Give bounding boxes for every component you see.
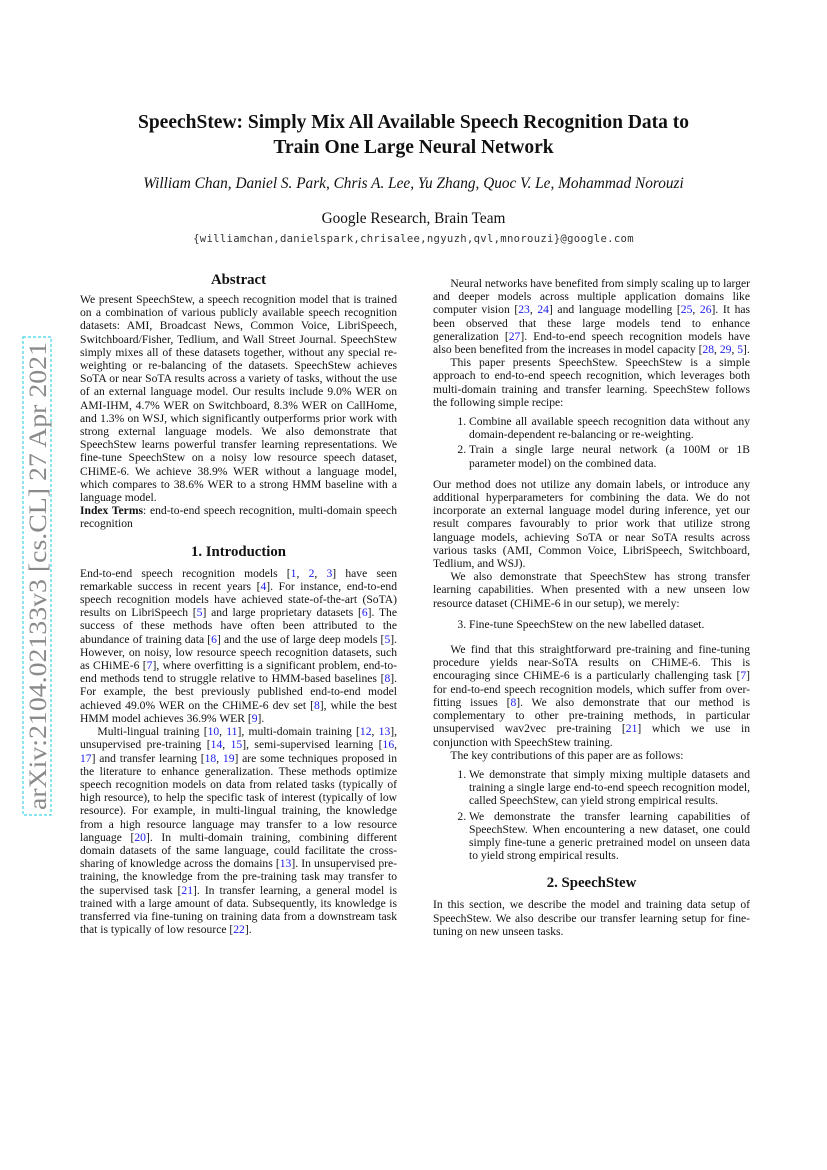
recipe-item-2: 2. Train a single large neural network (a 100M or 1B parameter model) on the combined data.	[469, 443, 750, 469]
text-run: ]. In transfer learning, a general model is trained with a large amount of data. Subsequently, its knowledge is transferred via fine-tuning on training data from a downstream task that is typically of low resource [	[80, 883, 397, 937]
text-run: ].	[244, 923, 252, 937]
text-run: ,	[216, 751, 223, 765]
citation-link[interactable]: 6	[211, 632, 217, 646]
citation-link[interactable]: 6	[361, 606, 368, 620]
text-run: ], semi-supervised learning [	[242, 738, 383, 752]
citation-link[interactable]: 12	[359, 725, 372, 739]
text-run: ] have seen remarkable success in recent years [	[80, 566, 398, 593]
citation-link[interactable]: 4	[260, 579, 267, 593]
text-run: Neural networks have benefited from simply scaling up to larger and deeper models across multiple application domains like computer vision [	[433, 277, 750, 317]
citation-link[interactable]: 21	[181, 883, 194, 897]
arxiv-sidebar-graphic	[22, 336, 52, 816]
right-paragraph-6: The key contributions of this paper are as follows:	[450, 748, 684, 762]
text-run: ], while the best HMM model achieves 36.9% WER [	[80, 698, 397, 725]
citation-link[interactable]: 26	[699, 303, 712, 317]
text-run: ,	[371, 725, 379, 739]
citation-link[interactable]: 13	[378, 725, 391, 739]
right-paragraph-1	[433, 277, 750, 356]
citation-link[interactable]: 28	[702, 343, 715, 357]
recipe-list	[433, 415, 750, 470]
text-run: ]. In unsupervised pre-training, the knowledge from the pre-training task may transfer to the supervised task [	[80, 857, 397, 897]
text-run: ] and the use of large deep models [	[216, 632, 385, 646]
citation-link[interactable]: 13	[279, 857, 292, 871]
text-run: ,	[529, 303, 538, 317]
text-run: ,	[296, 566, 309, 580]
text-run: Multi-lingual training [	[97, 725, 208, 739]
intro-paragraph-2	[80, 725, 397, 936]
text-run: ]. End-to-end speech recognition models have also been benefited from the increases in model capacity [	[433, 329, 750, 357]
text-run: ]. It has been observed that these large models tend to enhance generalization [	[433, 303, 751, 343]
citation-link[interactable]: 21	[625, 722, 638, 736]
citation-link[interactable]: 16	[382, 738, 395, 752]
citation-link[interactable]: 2	[308, 566, 315, 580]
citation-link[interactable]: 25	[680, 303, 693, 317]
citation-link[interactable]: 15	[230, 738, 243, 752]
paper-title	[80, 110, 747, 160]
abstract-heading: Abstract	[210, 272, 267, 288]
author-emails: {williamchan,danielspark,chrisalee,ngyuzh,qvl,mnorouzi}@google.com	[193, 233, 634, 245]
citation-link[interactable]: 5	[196, 606, 203, 620]
citation-link[interactable]: 14	[210, 738, 223, 752]
intro-paragraph-1	[80, 567, 397, 725]
section-2-heading: 2. SpeechStew	[546, 875, 637, 892]
author-list: William Chan, Daniel S. Park, Chris A. Lee, Yu Zhang, Quoc V. Le, Mohammad Norouzi	[143, 175, 684, 192]
citation-link[interactable]: 8	[384, 672, 391, 686]
text-run: ] and language modelling [	[548, 303, 681, 317]
contributions-list	[433, 768, 750, 862]
text-run: We find that this straightforward pre-training and fine-tuning procedure yields near-SoTA results on CHiME-6. This is encouraging since CHiME-6 is a particularly challenging task [	[433, 643, 750, 683]
citation-link[interactable]: 7	[740, 669, 747, 683]
text-run: ].	[257, 711, 265, 725]
arxiv-sidebar[interactable]	[22, 336, 52, 816]
right-paragraph-2: This paper presents SpeechStew. SpeechStew is a simple approach to end-to-end speech recognition, which leverages both multi-domain training and transfer learning. SpeechStew follows the following simple recipe:	[433, 356, 750, 409]
text-run: ] which we use in conjunction with SpeechStew training.	[433, 722, 750, 749]
text-run: End-to-end speech recognition models [	[80, 566, 291, 580]
citation-link[interactable]: 1	[290, 566, 297, 580]
recipe-item-3: 3. Fine-tune SpeechStew on the new labelled dataset.	[469, 618, 750, 631]
contribution-item-2: 2. We demonstrate the transfer learning capabilities of SpeechStew. When encountering a new dataset, one could simply fine-tune a generic pretrained model on unseen data to yield strong empirical results.	[469, 810, 750, 863]
citation-link[interactable]: 20	[134, 830, 146, 844]
text-run: ] are some techniques proposed in the literature to enhance generalization. These methods optimize speech recognition models on data from related tasks (typically of high resource), to help the specific task of interest (typically of low resource). For example, in multi-lingual training, the knowledge from a high resource language may transfer to a low resource language [	[80, 751, 398, 844]
text-run: ], unsupervised pre-training [	[80, 725, 397, 752]
text-run: ]. For example, the best previously published end-to-end model achieved 49.0% WER on the CHiME-6 dev set [	[80, 672, 397, 712]
introduction-heading: 1. Introduction	[190, 543, 287, 560]
left-column	[80, 271, 397, 936]
index-terms-text: : end-to-end speech recognition, multi-domain speech recognition	[80, 504, 397, 531]
citation-link[interactable]: 23	[518, 303, 530, 317]
text-run: ,	[714, 343, 720, 357]
index-terms-label: Index Terms	[80, 504, 143, 518]
citation-link[interactable]: 19	[222, 751, 235, 765]
recipe-item-1: 1. Combine all available speech recognition data without any domain-dependent re-balancing or re-weighting.	[469, 415, 750, 441]
contribution-item-1: 1. We demonstrate that simply mixing multiple datasets and training a single large end-to-end speech recognition model, called SpeechStew, can yield strong empirical results.	[469, 768, 750, 808]
index-terms	[80, 504, 397, 530]
affiliation: Google Research, Brain Team	[321, 210, 506, 227]
citation-link[interactable]: 27	[508, 329, 521, 343]
citation-link[interactable]: 5	[384, 632, 391, 646]
citation-link[interactable]: 7	[146, 659, 153, 673]
text-run: ], where overfitting is a significant problem, end-to-end methods tend to struggle relative to HMM-based baselines [	[80, 659, 397, 686]
text-run: ,	[731, 343, 738, 357]
arxiv-identifier: arXiv:2104.02133v3 [cs.CL] 27 Apr 2021	[25, 389, 52, 810]
text-run: ,	[314, 566, 327, 580]
citation-link[interactable]: 11	[226, 725, 238, 739]
citation-link[interactable]: 29	[719, 343, 732, 357]
text-run: ,	[394, 738, 398, 752]
text-run: ]. However, on noisy, low resource speech recognition datasets, such as CHiME-6 [	[80, 632, 397, 673]
text-run: ]. In multi-domain training, combining different domain datasets of the same language, could facilitate the cross-sharing of knowledge across the domains [	[80, 830, 397, 871]
right-paragraph-5	[433, 643, 750, 749]
title-line-2: Train One Large Neural Network	[273, 137, 554, 158]
text-run: ], multi-domain training [	[237, 725, 360, 739]
citation-link[interactable]: 10	[207, 725, 220, 739]
citation-link[interactable]: 17	[80, 751, 92, 765]
text-run: ,	[219, 725, 227, 739]
section-2-body: In this section, we describe the model and training data setup of SpeechStew. We also describe our transfer learning setup for fine-tuning on new unseen tasks.	[433, 898, 750, 938]
text-run: ]. For instance, end-to-end speech recognition models have achieved state-of-the-art (SoTA) results on LibriSpeech [	[80, 579, 397, 620]
citation-link[interactable]: 22	[233, 923, 245, 937]
right-column	[433, 277, 750, 938]
text-run: ].	[743, 343, 750, 357]
citation-link[interactable]: 18	[204, 751, 217, 765]
recipe-list-continued	[433, 618, 750, 631]
citation-link[interactable]: 3	[326, 566, 333, 580]
title-line-1: SpeechStew: Simply Mix All Available Speech Recognition Data to	[137, 112, 690, 133]
abstract-body: We present SpeechStew, a speech recognition model that is trained on a combination of various publicly available speech recognition datasets: AMI, Broadcast News, Common Voice, LibriSpeech, Switchboard/Fisher, Tedlium, and Wall Street Journal. SpeechStew simply mixes all of these datasets together, without any special re-weighting or re-balancing of the datasets. SpeechStew achieves SoTA or near SoTA results across a variety of tasks, without the use of an external language model. Our results include 9.0% WER on AMI-IHM, 4.7% WER on Switchboard, 8.3% WER on CallHome, and 1.3% on WSJ, which significantly outperforms prior work with strong external language models. We also demonstrate that SpeechStew learns powerful transfer learning representations. We fine-tune SpeechStew on a noisy low resource speech dataset, CHiME-6. We achieve 38.9% WER without a language model, which compares to 38.6% WER to a strong HMM baseline with a language model.	[80, 293, 397, 505]
right-paragraph-4: We also demonstrate that SpeechStew has strong transfer learning capabilities. When presented with a new unseen low resource dataset (CHiME-6 in our setup), we merely:	[433, 570, 750, 610]
text-run: ] for end-to-end speech recognition models, which suffer from over-fitting issues [	[433, 669, 750, 709]
citation-link[interactable]: 8	[510, 695, 517, 709]
citation-link[interactable]: 5	[737, 343, 744, 357]
right-paragraph-3: Our method does not utilize any domain labels, or introduce any additional hyperparameters for combining the data. We do not incorporate an external language model during inference, yet our result compares favourably to prior work that utilize strong language models, achieving SoTA or near SoTA results across various tasks (AMI, Common Voice, LibriSpeech, Switchboard, Tedlium, and WSJ).	[433, 477, 750, 571]
text-run: ]. We also demonstrate that our method is complementary to other pre-training methods, in particular unsupervised wav2vec pre-training [	[433, 695, 750, 736]
text-run: ] and large proprietary datasets [	[202, 606, 362, 620]
text-run: ,	[222, 738, 231, 752]
text-run: ] and transfer learning [	[91, 751, 205, 765]
text-run: ,	[692, 303, 700, 317]
citation-link[interactable]: 8	[313, 698, 320, 712]
citation-link[interactable]: 24	[537, 303, 549, 317]
citation-link[interactable]: 9	[251, 711, 258, 725]
text-run: ]. The success of these methods have often been attributed to the abundance of training data [	[80, 606, 397, 646]
